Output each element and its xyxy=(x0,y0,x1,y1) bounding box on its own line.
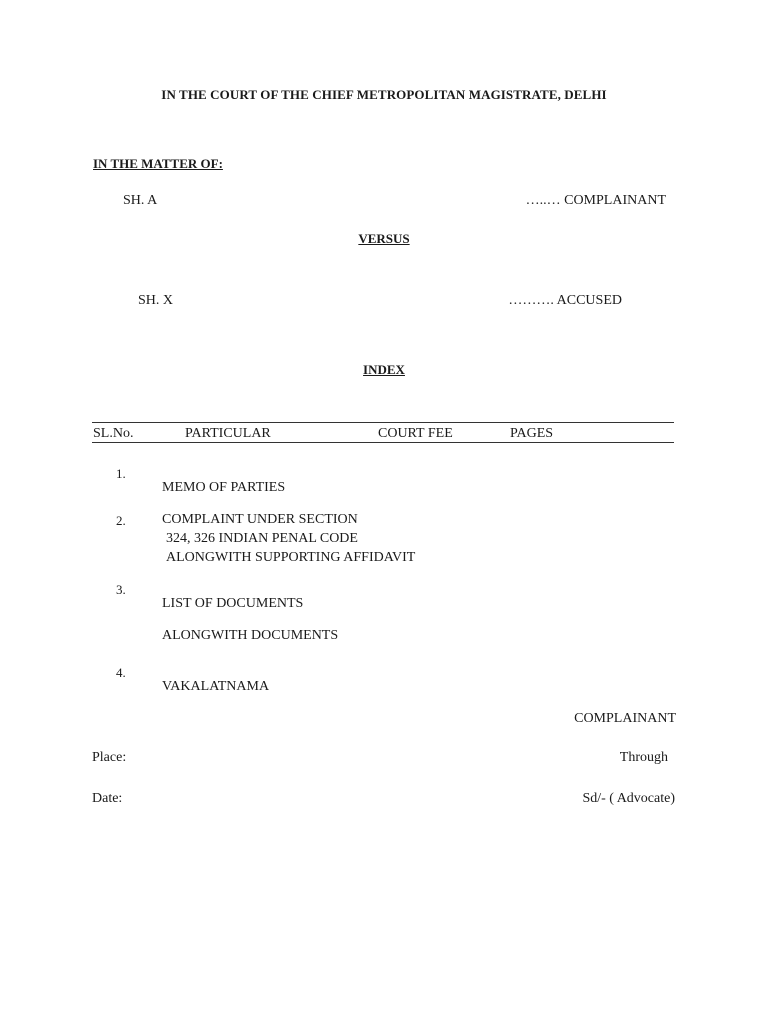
row-2-sl: 2. xyxy=(116,513,126,528)
versus-heading: VERSUS xyxy=(358,231,410,246)
header-court-fee: COURT FEE xyxy=(378,426,453,441)
row-4-sl: 4. xyxy=(116,665,126,680)
row-3-sl: 3. xyxy=(116,582,126,597)
header-particular: PARTICULAR xyxy=(185,426,271,441)
row-1-sl: 1. xyxy=(116,466,126,481)
table-top-rule xyxy=(92,422,674,423)
row-2-particular-line-1: COMPLAINT UNDER SECTION xyxy=(162,512,358,527)
row-3-particular-line-2: ALONGWITH DOCUMENTS xyxy=(162,628,339,643)
header-sl-no: SL.No. xyxy=(93,426,134,441)
table-bottom-rule xyxy=(92,442,674,443)
court-title: IN THE COURT OF THE CHIEF METROPOLITAN MAGISTRATE, DELHI xyxy=(161,87,607,102)
row-1-particular: MEMO OF PARTIES xyxy=(162,480,286,495)
in-the-matter-of-heading: IN THE MATTER OF: xyxy=(93,156,223,171)
complainant-label: …..… COMPLAINANT xyxy=(525,193,666,208)
accused-label: ………. ACCUSED xyxy=(508,293,622,308)
through-label: Through xyxy=(619,750,668,765)
accused-name: SH. X xyxy=(138,293,174,308)
complainant-name: SH. A xyxy=(123,193,158,208)
place-label: Place: xyxy=(92,750,127,765)
header-pages: PAGES xyxy=(510,426,554,441)
row-4-particular: VAKALATNAMA xyxy=(162,679,270,694)
index-title: INDEX xyxy=(363,362,405,377)
row-2-particular-line-3: ALONGWITH SUPPORTING AFFIDAVIT xyxy=(166,550,416,565)
date-label: Date: xyxy=(92,791,123,806)
row-3-particular-line-1: LIST OF DOCUMENTS xyxy=(162,596,304,611)
advocate-signature: Sd/- ( Advocate) xyxy=(582,791,675,806)
footer-complainant: COMPLAINANT xyxy=(574,711,676,726)
row-2-particular-line-2: 324, 326 INDIAN PENAL CODE xyxy=(166,531,358,546)
